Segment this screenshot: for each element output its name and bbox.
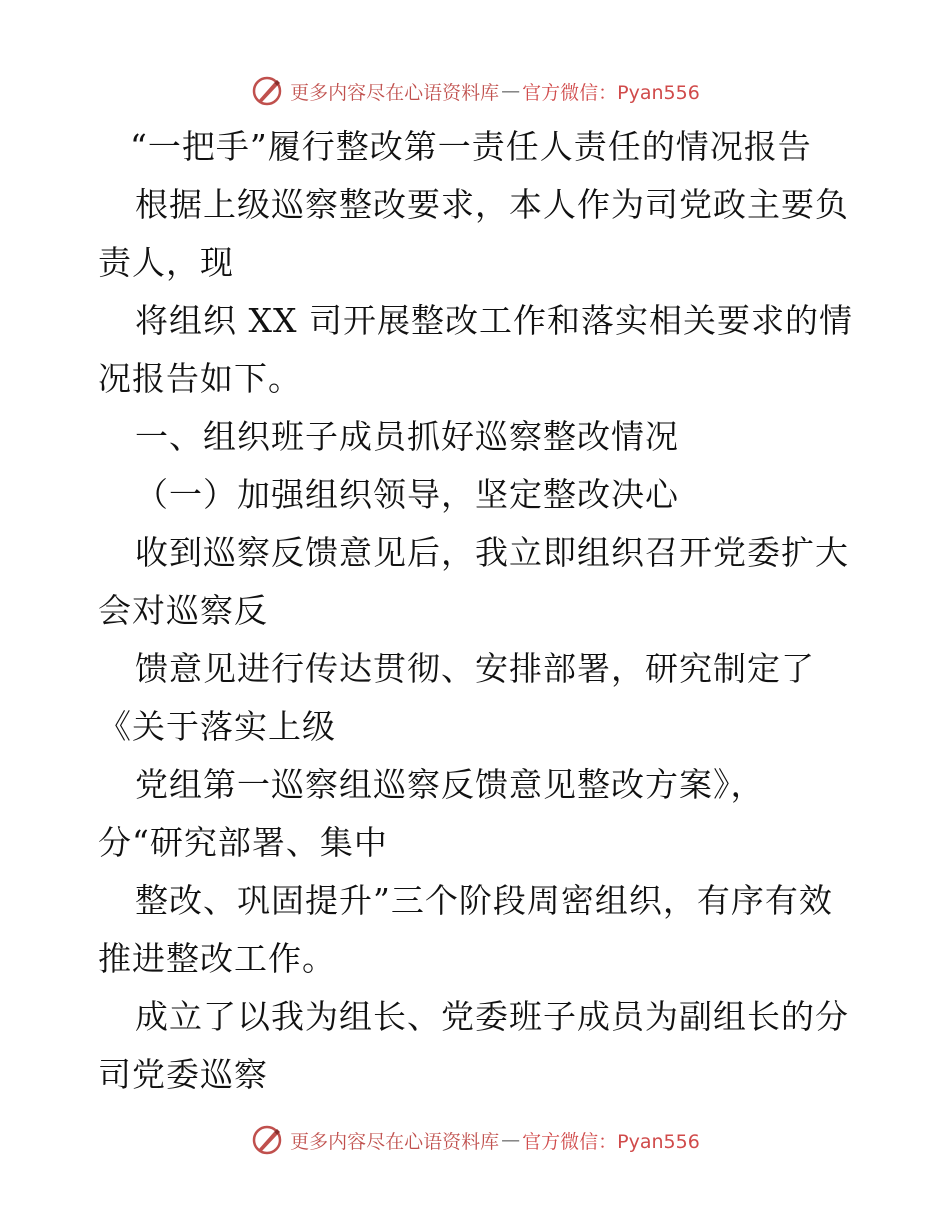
header-site-text: 更多内容尽在心语资料库: [290, 81, 500, 104]
header-wechat-text: 官方微信：Pyan556: [522, 81, 700, 104]
subsection-heading: （一）加强组织领导，坚定整改决心: [135, 475, 679, 514]
document-title: “一把手”履行整改第一责任人责任的情况报告: [130, 127, 812, 166]
text-line: 馈意见进行传达贯彻、安排部署，研究制定了: [135, 649, 815, 688]
footer-site-text: 更多内容尽在心语资料库: [290, 1130, 500, 1153]
text-line: 《关于落实上级: [98, 707, 336, 746]
text-line: 会对巡察反: [98, 591, 268, 630]
text-line: 分“研究部署、集中: [98, 823, 388, 862]
text-line: 收到巡察反馈意见后，我立即组织召开党委扩大: [135, 533, 849, 572]
text-line: 推进整改工作。: [98, 939, 336, 978]
text-line: 将组织 XX 司开展整改工作和落实相关要求的情: [135, 301, 853, 340]
text-line: 整改、巩固提升”三个阶段周密组织，有序有效: [135, 881, 833, 920]
text-line: 根据上级巡察整改要求，本人作为司党政主要负: [135, 185, 849, 224]
footer-watermark: [0, 1120, 950, 1160]
pen-logo-icon: [250, 74, 284, 108]
text-line: 况报告如下。: [98, 359, 302, 398]
header-watermark: [0, 71, 950, 111]
text-line: 成立了以我为组长、党委班子成员为副组长的分: [135, 997, 849, 1036]
footer-wechat-text: 官方微信：Pyan556: [522, 1130, 700, 1153]
text-line: 责人，现: [98, 243, 234, 282]
footer-separator: —: [501, 1129, 521, 1151]
text-line: 党组第一巡察组巡察反馈意见整改方案》，: [135, 765, 765, 804]
text-line: 司党委巡察: [98, 1055, 268, 1094]
pen-logo-icon: [250, 1123, 284, 1157]
section-heading: 一、组织班子成员抓好巡察整改情况: [135, 417, 679, 456]
header-separator: —: [501, 80, 521, 102]
